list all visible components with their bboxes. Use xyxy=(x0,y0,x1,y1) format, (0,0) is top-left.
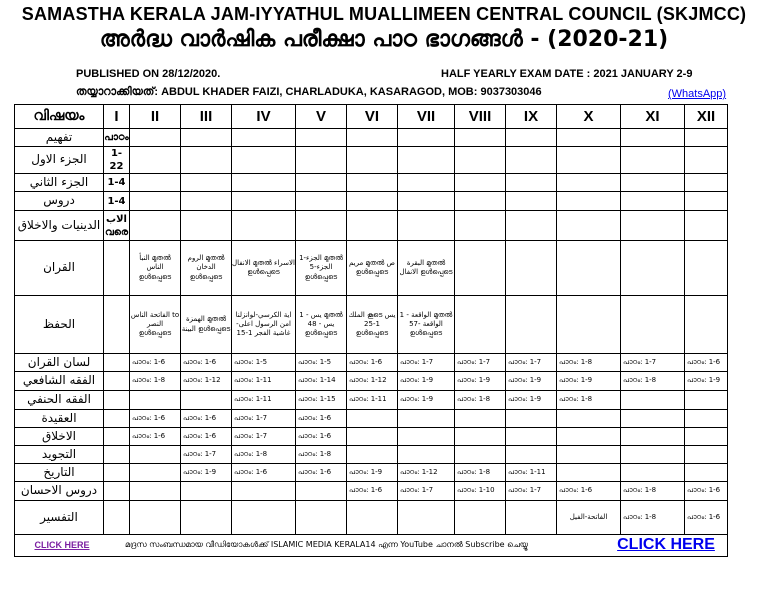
syllabus-cell xyxy=(685,241,728,296)
syllabus-cell xyxy=(104,410,130,428)
syllabus-cell xyxy=(398,428,455,446)
syllabus-cell xyxy=(506,192,557,211)
table-row xyxy=(15,391,728,410)
table-row xyxy=(15,501,728,535)
syllabus-cell xyxy=(557,211,621,241)
syllabus-cell: പാഠം: 1-9 xyxy=(398,391,455,410)
syllabus-cell xyxy=(181,482,232,501)
syllabus-cell xyxy=(130,147,181,174)
syllabus-cell: പാഠം: 1-6 xyxy=(347,354,398,372)
syllabus-cell xyxy=(130,211,181,241)
syllabus-cell xyxy=(130,174,181,192)
subject-cell: تفهيم xyxy=(15,129,104,147)
subject-cell: العقيدة xyxy=(15,410,104,428)
syllabus-cell: പാഠം: 1-9 xyxy=(181,464,232,482)
syllabus-cell xyxy=(685,446,728,464)
syllabus-cell: الفاتحة-الفيل xyxy=(557,501,621,535)
syllabus-cell: اية الكرسي-لوانزلنا امن الرسول اعلى-غاشية الفجر 1-15 xyxy=(232,296,296,354)
syllabus-cell: പാഠം: 1-12 xyxy=(347,372,398,391)
syllabus-cell: الفاتحة الناس to النصر ഉൾപ്പെടെ xyxy=(130,296,181,354)
syllabus-cell xyxy=(621,129,685,147)
syllabus-cell xyxy=(232,501,296,535)
syllabus-cell xyxy=(398,211,455,241)
syllabus-cell: പാഠം: 1-6 xyxy=(296,410,347,428)
subject-cell: الفقه الحنفي xyxy=(15,391,104,410)
syllabus-cell: പാഠം: 1-8 xyxy=(621,372,685,391)
subject-cell: التاريخ xyxy=(15,464,104,482)
syllabus-cell xyxy=(621,446,685,464)
table-row xyxy=(15,446,728,464)
syllabus-cell: പാഠം: 1-6 xyxy=(347,482,398,501)
table-row xyxy=(15,464,728,482)
subject-cell: التفسير xyxy=(15,501,104,535)
syllabus-cell: പാഠം: 1-10 xyxy=(455,482,506,501)
syllabus-cell xyxy=(232,147,296,174)
syllabus-cell xyxy=(104,501,130,535)
subject-header: വിഷയം xyxy=(15,105,104,129)
syllabus-cell xyxy=(181,501,232,535)
syllabus-cell xyxy=(296,129,347,147)
subject-cell: الحفظ xyxy=(15,296,104,354)
table-row xyxy=(15,354,728,372)
syllabus-cell xyxy=(455,446,506,464)
syllabus-cell xyxy=(232,192,296,211)
class-header-8: VIII xyxy=(455,105,506,129)
class-header-12: XII xyxy=(685,105,728,129)
syllabus-cell xyxy=(104,296,130,354)
syllabus-cell: പാഠം xyxy=(104,129,130,147)
syllabus-cell: പാഠം: 1-8 xyxy=(455,464,506,482)
syllabus-cell xyxy=(621,464,685,482)
syllabus-cell xyxy=(506,211,557,241)
table-row xyxy=(15,372,728,391)
syllabus-cell: പാഠം: 1-9 xyxy=(398,372,455,391)
syllabus-cell xyxy=(506,501,557,535)
syllabus-cell: പാഠം: 1-7 xyxy=(506,482,557,501)
syllabus-cell: പാഠം: 1-7 xyxy=(506,354,557,372)
syllabus-cell xyxy=(347,211,398,241)
footer-cell xyxy=(15,535,728,557)
syllabus-cell xyxy=(455,428,506,446)
syllabus-cell xyxy=(621,211,685,241)
syllabus-cell xyxy=(130,482,181,501)
syllabus-cell xyxy=(181,192,232,211)
syllabus-cell: പാഠം: 1-8 xyxy=(296,446,347,464)
org-title: SAMASTHA KERALA JAM-IYYATHUL MUALLIMEEN CENTRAL COUNCIL (SKJMCC) xyxy=(21,4,747,24)
syllabus-cell xyxy=(130,501,181,535)
syllabus-cell xyxy=(398,410,455,428)
syllabus-cell xyxy=(621,391,685,410)
syllabus-cell xyxy=(296,192,347,211)
syllabus-cell: الهمزة മുതൽ البينة ഉൾപ്പെടെ xyxy=(181,296,232,354)
syllabus-cell xyxy=(398,501,455,535)
syllabus-cell xyxy=(347,446,398,464)
syllabus-cell: 1-4 xyxy=(104,174,130,192)
class-header-1: I xyxy=(104,105,130,129)
syllabus-cell xyxy=(104,482,130,501)
syllabus-cell: പാഠം: 1-6 xyxy=(130,428,181,446)
syllabus-cell xyxy=(557,428,621,446)
class-header-9: IX xyxy=(506,105,557,129)
syllabus-cell: പാഠം: 1-14 xyxy=(296,372,347,391)
subject-cell: الفقه الشافعي xyxy=(15,372,104,391)
syllabus-cell xyxy=(455,501,506,535)
syllabus-cell: പാഠം: 1-12 xyxy=(181,372,232,391)
syllabus-cell xyxy=(398,192,455,211)
syllabus-cell xyxy=(506,296,557,354)
syllabus-cell: പാഠം: 1-6 xyxy=(181,428,232,446)
table-body xyxy=(15,129,728,557)
syllabus-cell: പാഠം: 1-7 xyxy=(232,410,296,428)
syllabus-cell xyxy=(232,129,296,147)
syllabus-cell: പാഠം: 1-6 xyxy=(232,464,296,482)
syllabus-cell: പാഠം: 1-8 xyxy=(455,391,506,410)
page-title: അർദ്ധ വാർഷിക പരീക്ഷാ പാഠ ഭാഗങ്ങൾ - (2020-21) xyxy=(99,27,669,52)
subject-cell: الجزء الاول xyxy=(15,147,104,174)
syllabus-cell xyxy=(347,410,398,428)
syllabus-cell xyxy=(181,211,232,241)
syllabus-cell xyxy=(621,410,685,428)
published-date: PUBLISHED ON 28/12/2020. xyxy=(76,68,221,80)
class-header-10: X xyxy=(557,105,621,129)
subject-cell: الدينيات والاخلاق xyxy=(15,211,104,241)
syllabus-cell xyxy=(104,241,130,296)
syllabus-cell: പാഠം: 1-7 xyxy=(398,354,455,372)
syllabus-cell: പാഠം: 1-6 xyxy=(130,410,181,428)
syllabus-cell xyxy=(557,147,621,174)
syllabus-cell: പാഠം: 1-8 xyxy=(130,372,181,391)
syllabus-table xyxy=(14,104,728,557)
syllabus-cell xyxy=(685,391,728,410)
syllabus-cell: പാഠം: 1-9 xyxy=(455,372,506,391)
syllabus-cell: പാഠം: 1-11 xyxy=(232,391,296,410)
syllabus-cell xyxy=(130,446,181,464)
table-row xyxy=(15,428,728,446)
syllabus-cell: പാഠം: 1-6 xyxy=(296,428,347,446)
table-row xyxy=(15,211,728,241)
syllabus-cell xyxy=(232,174,296,192)
syllabus-cell xyxy=(347,174,398,192)
syllabus-cell xyxy=(621,174,685,192)
syllabus-cell xyxy=(296,482,347,501)
syllabus-cell: പാഠം: 1-5 xyxy=(232,354,296,372)
syllabus-cell: പാഠം: 1-6 xyxy=(557,482,621,501)
syllabus-cell xyxy=(685,129,728,147)
syllabus-cell: പാഠം: 1-6 xyxy=(181,354,232,372)
syllabus-cell xyxy=(557,192,621,211)
syllabus-cell: النبأ മുതൽ الناس ഉൾപ്പെടെ xyxy=(130,241,181,296)
syllabus-cell xyxy=(506,410,557,428)
syllabus-cell: പാഠം: 1-6 xyxy=(685,482,728,501)
subject-cell: دروس الاحسان xyxy=(15,482,104,501)
syllabus-cell xyxy=(398,147,455,174)
syllabus-cell xyxy=(506,129,557,147)
class-header-3: III xyxy=(181,105,232,129)
class-header-4: IV xyxy=(232,105,296,129)
footer-row xyxy=(15,535,728,557)
syllabus-cell: പാഠം: 1-11 xyxy=(506,464,557,482)
syllabus-cell xyxy=(104,372,130,391)
syllabus-cell: പാഠം: 1-12 xyxy=(398,464,455,482)
syllabus-cell xyxy=(685,296,728,354)
class-header-row xyxy=(15,105,728,129)
syllabus-cell xyxy=(685,174,728,192)
syllabus-cell xyxy=(398,129,455,147)
subject-cell: التجويد xyxy=(15,446,104,464)
syllabus-cell xyxy=(506,446,557,464)
syllabus-cell xyxy=(685,192,728,211)
syllabus-cell: الواقعة - 1 മുതൽ الواقعة -57 ഉൾപ്പെടെ xyxy=(398,296,455,354)
syllabus-cell xyxy=(296,174,347,192)
syllabus-cell xyxy=(557,174,621,192)
syllabus-cell xyxy=(296,211,347,241)
table-row xyxy=(15,296,728,354)
syllabus-cell xyxy=(347,147,398,174)
syllabus-cell xyxy=(621,241,685,296)
syllabus-cell xyxy=(181,147,232,174)
table-row xyxy=(15,147,728,174)
syllabus-cell xyxy=(685,428,728,446)
syllabus-cell: الجزء-1 മുതൽ الجزء-5 ഉൾപ്പെടെ xyxy=(296,241,347,296)
syllabus-cell xyxy=(130,192,181,211)
syllabus-cell: مريم മുതൽ ص ഉൾപ്പെടെ xyxy=(347,241,398,296)
syllabus-cell: പാഠം: 1-8 xyxy=(621,501,685,535)
syllabus-cell: പാഠം: 1-6 xyxy=(685,501,728,535)
class-header-11: XI xyxy=(621,105,685,129)
syllabus-cell: പാഠം: 1-11 xyxy=(347,391,398,410)
class-header-6: VI xyxy=(347,105,398,129)
syllabus-cell: പാഠം: 1-9 xyxy=(685,372,728,391)
exam-date: HALF YEARLY EXAM DATE : 2021 JANUARY 2-9 xyxy=(441,68,693,80)
syllabus-cell: പാഠം: 1-8 xyxy=(232,446,296,464)
subject-cell: لسان القران xyxy=(15,354,104,372)
syllabus-cell xyxy=(104,446,130,464)
table-row xyxy=(15,482,728,501)
syllabus-cell: പാഠം: 1-5 xyxy=(296,354,347,372)
syllabus-cell xyxy=(347,192,398,211)
syllabus-cell xyxy=(557,296,621,354)
syllabus-cell xyxy=(455,129,506,147)
syllabus-cell xyxy=(506,174,557,192)
syllabus-cell xyxy=(181,174,232,192)
syllabus-cell xyxy=(130,129,181,147)
table-row xyxy=(15,410,728,428)
syllabus-cell xyxy=(455,410,506,428)
click-here-link-left[interactable]: CLICK HERE xyxy=(34,539,90,550)
syllabus-cell xyxy=(130,464,181,482)
syllabus-cell: البقرة മുതൽ الانفال ഉൾപ്പെടെ xyxy=(398,241,455,296)
syllabus-cell xyxy=(621,147,685,174)
syllabus-cell: പാഠം: 1-6 xyxy=(181,410,232,428)
syllabus-cell xyxy=(557,446,621,464)
syllabus-cell xyxy=(685,464,728,482)
table-row xyxy=(15,129,728,147)
syllabus-cell xyxy=(557,410,621,428)
syllabus-cell xyxy=(347,129,398,147)
syllabus-cell xyxy=(232,211,296,241)
syllabus-cell: പാഠം: 1-7 xyxy=(398,482,455,501)
syllabus-cell xyxy=(557,129,621,147)
syllabus-cell xyxy=(104,464,130,482)
class-header-2: II xyxy=(130,105,181,129)
syllabus-cell xyxy=(455,296,506,354)
syllabus-cell: പാഠം: 1-6 xyxy=(685,354,728,372)
syllabus-cell xyxy=(296,501,347,535)
syllabus-cell xyxy=(130,391,181,410)
syllabus-cell xyxy=(455,241,506,296)
syllabus-cell xyxy=(347,428,398,446)
click-here-link-right[interactable]: CLICK HERE xyxy=(617,536,715,554)
syllabus-cell xyxy=(104,428,130,446)
table-row xyxy=(15,174,728,192)
class-header-5: V xyxy=(296,105,347,129)
subject-cell: الاخلاق xyxy=(15,428,104,446)
syllabus-cell: പാഠം: 1-9 xyxy=(557,372,621,391)
youtube-note: മദ്രസ സംബന്ധമായ വീഡിയോകൾക്ക് ISLAMIC MEDIA KERALA14 എന്ന YouTube ചാനൽ Subscribe ചെയ്യൂ xyxy=(125,540,528,550)
syllabus-cell: പാഠം: 1-9 xyxy=(506,372,557,391)
syllabus-cell: പാഠം: 1-7 xyxy=(232,428,296,446)
syllabus-cell xyxy=(181,129,232,147)
syllabus-cell xyxy=(398,446,455,464)
syllabus-cell: പാഠം: 1-8 xyxy=(557,391,621,410)
table-row xyxy=(15,241,728,296)
syllabus-cell: الاب വരെ xyxy=(104,211,130,241)
syllabus-cell: പാഠം: 1-6 xyxy=(296,464,347,482)
syllabus-cell: الروم മുതൽ الدخان ഉൾപ്പെടെ xyxy=(181,241,232,296)
syllabus-cell: يس - 1 മുതൽ يس - 48 ഉൾപ്പെടെ xyxy=(296,296,347,354)
syllabus-cell xyxy=(104,354,130,372)
syllabus-cell: പാഠം: 1-8 xyxy=(557,354,621,372)
syllabus-cell xyxy=(347,501,398,535)
syllabus-cell: പാഠം: 1-7 xyxy=(181,446,232,464)
syllabus-cell xyxy=(506,241,557,296)
syllabus-cell xyxy=(455,192,506,211)
whatsapp-link[interactable]: (WhatsApp) xyxy=(668,88,727,100)
syllabus-cell xyxy=(685,211,728,241)
syllabus-cell xyxy=(455,147,506,174)
subject-cell: الجزء الثاني xyxy=(15,174,104,192)
syllabus-cell: 1-4 xyxy=(104,192,130,211)
syllabus-cell xyxy=(621,192,685,211)
syllabus-cell xyxy=(398,174,455,192)
subject-cell: القران xyxy=(15,241,104,296)
syllabus-cell xyxy=(104,391,130,410)
prepared-by: തയ്യാറാക്കിയത്: ABDUL KHADER FAIZI, CHARLADUKA, KASARAGOD, MOB: 9037303046 xyxy=(76,86,542,98)
syllabus-cell xyxy=(621,296,685,354)
syllabus-cell: 1-22 xyxy=(104,147,130,174)
class-header-7: VII xyxy=(398,105,455,129)
syllabus-cell xyxy=(455,211,506,241)
syllabus-cell xyxy=(232,482,296,501)
syllabus-cell xyxy=(685,410,728,428)
syllabus-cell: പാഠം: 1-15 xyxy=(296,391,347,410)
syllabus-cell: പാഠം: 1-7 xyxy=(455,354,506,372)
syllabus-cell: പാഠം: 1-8 xyxy=(621,482,685,501)
syllabus-cell xyxy=(621,428,685,446)
syllabus-cell: പാഠം: 1-7 xyxy=(621,354,685,372)
table-row xyxy=(15,192,728,211)
syllabus-cell: الملك കൂടെ يس 1-25 ഉൾപ്പെടെ xyxy=(347,296,398,354)
syllabus-cell xyxy=(557,464,621,482)
syllabus-cell xyxy=(181,391,232,410)
syllabus-cell: الانفال മുതൽ الاسراء ഉൾപ്പെടെ xyxy=(232,241,296,296)
syllabus-cell xyxy=(506,147,557,174)
syllabus-cell: പാഠം: 1-9 xyxy=(506,391,557,410)
syllabus-cell xyxy=(685,147,728,174)
syllabus-cell xyxy=(455,174,506,192)
syllabus-cell xyxy=(506,428,557,446)
syllabus-cell: പാഠം: 1-11 xyxy=(232,372,296,391)
syllabus-cell: പാഠം: 1-9 xyxy=(347,464,398,482)
syllabus-cell xyxy=(557,241,621,296)
syllabus-cell xyxy=(296,147,347,174)
syllabus-cell: പാഠം: 1-6 xyxy=(130,354,181,372)
subject-cell: دروس xyxy=(15,192,104,211)
